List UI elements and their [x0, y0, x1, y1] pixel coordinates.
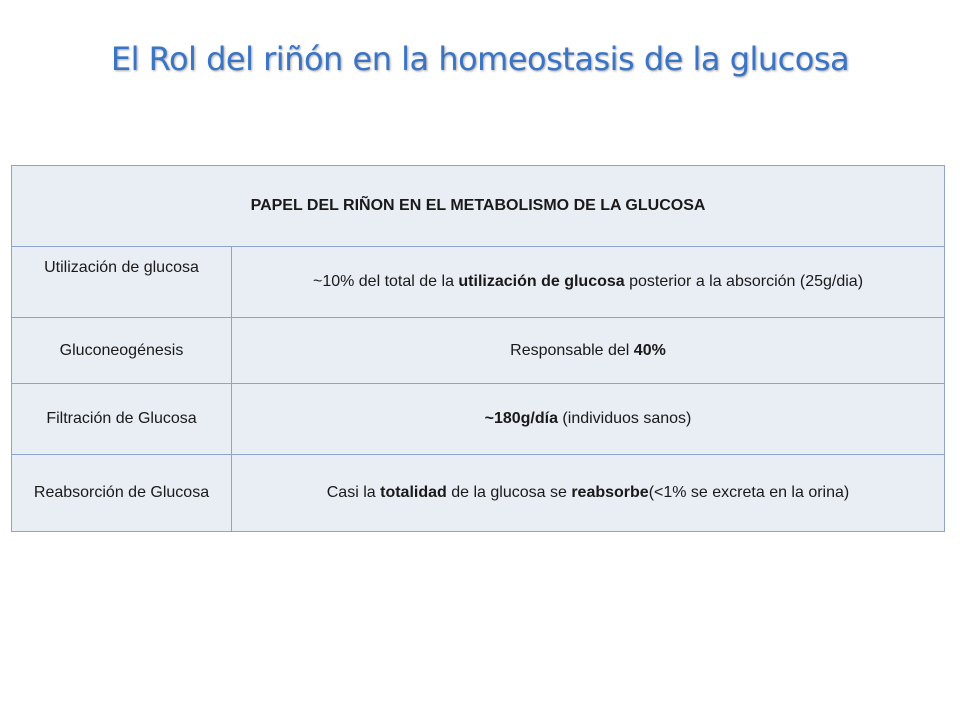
table-header-row [12, 166, 945, 247]
kidney-glucose-table [11, 165, 945, 532]
value-text: de la glucosa se [446, 484, 572, 501]
value-text: (<1% se excreta en la orina) [648, 484, 850, 501]
table-header: PAPEL DEL RIÑON EN EL METABOLISMO DE LA GLUCOSA [12, 166, 945, 247]
value-bold-text: ~180g/día [484, 410, 558, 427]
row-label-utilizacion: Utilización de glucosa [12, 247, 232, 318]
row-value-utilizacion [232, 247, 945, 318]
row-label-filtracion: Filtración de Glucosa [12, 384, 232, 455]
row-label-gluconeogenesis: Gluconeogénesis [12, 318, 232, 384]
table-row [12, 247, 945, 318]
value-bold-text: reabsorbe [571, 484, 649, 501]
value-text: (individuos sanos) [557, 410, 692, 427]
value-text: Casi la [326, 484, 381, 501]
value-text: ~10% del total de la [312, 273, 459, 290]
table-row [12, 318, 945, 384]
value-text: posterior a la absorción (25g/dia) [624, 273, 864, 290]
value-bold-text: de glucosa [541, 273, 625, 290]
table-row [12, 455, 945, 532]
value-text: Responsable del [510, 341, 634, 359]
row-label-reabsorcion: Reabsorción de Glucosa [12, 455, 232, 532]
row-value-gluconeogenesis [232, 318, 945, 384]
value-bold-text: totalidad [380, 484, 447, 501]
value-bold-text: utilización [458, 273, 537, 290]
row-value-reabsorcion [232, 455, 945, 532]
value-bold-text: 40% [633, 341, 666, 359]
slide-title: El Rol del riñón en la homeostasis de la glucosa [110, 40, 850, 78]
row-value-filtracion [232, 384, 945, 455]
table-row [12, 384, 945, 455]
